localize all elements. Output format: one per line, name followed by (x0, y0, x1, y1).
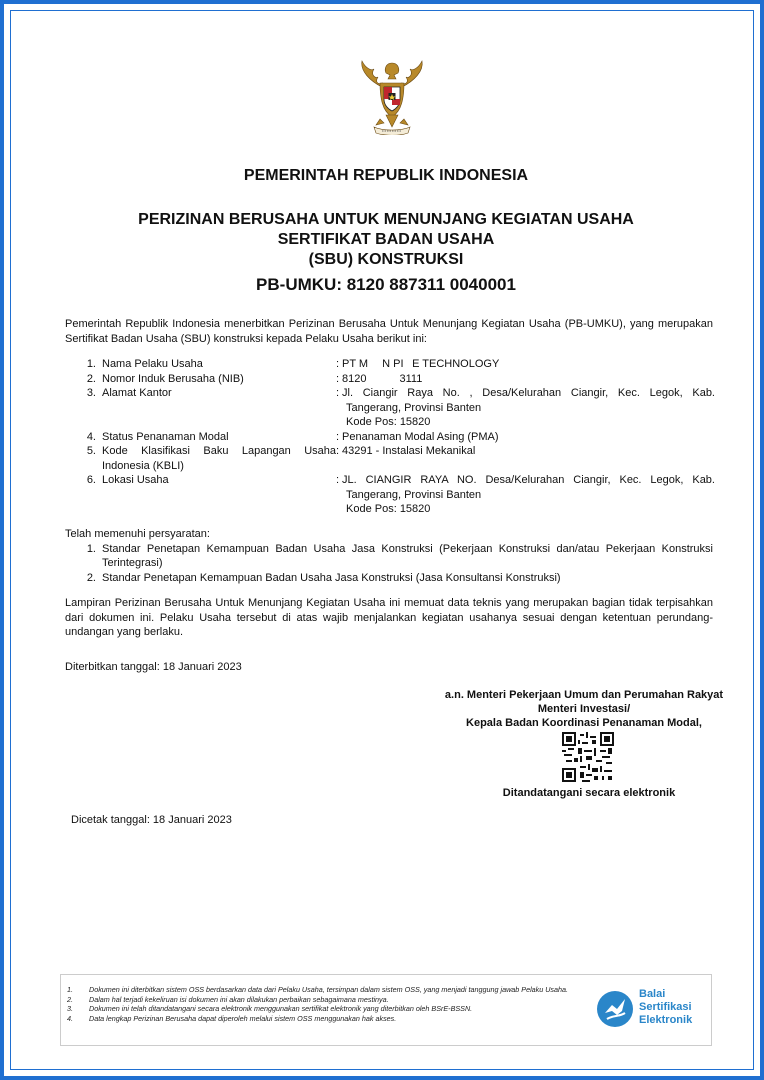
note-text: Dokumen ini telah ditandatangani secara elektronik menggunakan sertifikat elektronik yang diterbitkan oleh BSrE-BSSN. (89, 1004, 473, 1014)
item-number: 1. (86, 358, 96, 370)
list-item (65, 542, 713, 571)
issued-date: Diterbitkan tanggal: 18 Januari 2023 (65, 661, 242, 673)
item-label: Nomor Induk Berusaha (NIB) (102, 372, 244, 385)
signature-line1: a.n. Menteri Pekerjaan Umum dan Perumahan Rakyat (444, 689, 724, 701)
note-text: Data lengkap Perizinan Berusaha dapat diperoleh melalui sistem OSS menggunakan hak akses. (89, 1013, 397, 1023)
permit-title-line2: SERTIFIKAT BADAN USAHA (277, 231, 495, 248)
item-label (102, 444, 336, 473)
bse-logo-line2: Sertifikasi (639, 1001, 692, 1013)
note-number: 2. (67, 994, 73, 1004)
list-item (65, 473, 715, 517)
list-item (65, 444, 715, 473)
qr-code-icon (562, 732, 614, 782)
note-number: 1. (67, 985, 73, 994)
item-number: 5. (86, 445, 96, 457)
item-colon: : (336, 430, 340, 443)
item-number: 2. (86, 571, 96, 584)
item-label: Status Penanaman Modal (102, 430, 229, 443)
location-line2: Tangerang, Provinsi Banten (346, 488, 482, 501)
permit-title (4, 210, 764, 270)
requirement-text: Standar Penetapan Kemampuan Badan Usaha Jasa Konstruksi (Jasa Konsultansi Konstruksi) (102, 571, 561, 584)
item-label: Alamat Kantor (102, 387, 172, 399)
note-number: 4. (67, 1013, 73, 1023)
list-item (67, 995, 587, 1005)
item-number: 2. (86, 372, 96, 385)
item-label: Lokasi Usaha (102, 474, 169, 486)
list-item (65, 386, 715, 430)
signature-line3: Kepala Badan Koordinasi Penanaman Modal, (466, 717, 702, 729)
item-colon: : (336, 387, 340, 399)
item-value: 43291 - Instalasi Mekanikal (342, 445, 476, 457)
bse-logo-line3: Elektronik (639, 1014, 693, 1026)
government-heading: PEMERINTAH REPUBLIK INDONESIA (243, 167, 529, 184)
list-item (65, 571, 713, 586)
item-colon: : (336, 358, 340, 370)
list-item (65, 430, 715, 445)
requirement-text: Standar Penetapan Kemampuan Badan Usaha Jasa Konstruksi (Pekerjaan Konstruksi dan/atau Pekerjaan Konstruksi Terintegrasi) (102, 542, 713, 569)
item-label: Nama Pelaku Usaha (102, 358, 203, 370)
permit-title-line3: (SBU) KONSTRUKSI (308, 251, 464, 268)
list-item (65, 357, 715, 372)
signature-block (424, 688, 744, 730)
footer-notes (67, 985, 587, 1023)
list-item (67, 985, 587, 995)
list-item (65, 372, 715, 387)
address-line2: Tangerang, Provinsi Banten (346, 401, 482, 414)
kbli-label-line2: Indonesia (KBLI) (102, 459, 184, 472)
location-postal-code: Kode Pos: 15820 (346, 503, 431, 515)
item-number: 3. (86, 387, 96, 399)
note-text: Dalam hal terjadi kekeliruan isi dokumen ini akan dilakukan perbaikan sebagaimana mestinya. (89, 994, 389, 1004)
note-number: 3. (67, 1004, 73, 1014)
footer-notes-box (60, 974, 712, 1046)
item-number: 4. (86, 430, 96, 443)
address-postal-code: Kode Pos: 15820 (346, 416, 431, 428)
item-value (342, 386, 715, 430)
bse-logo-text (639, 988, 692, 1027)
item-colon: : (336, 445, 340, 457)
business-details-list (65, 357, 715, 517)
bse-logo (593, 985, 709, 1037)
item-value: PT M N PI E TECHNOLOGY (342, 358, 500, 370)
garuda-emblem-icon (352, 57, 432, 135)
item-number: 6. (86, 474, 96, 486)
attachment-paragraph: Lampiran Perizinan Berusaha Untuk Menunjang Kegiatan Usaha ini memuat data teknis yang merupakan bagian tidak terpisahkan dari dokumen ini. Pelaku Usaha tersebut di atas wajib menjalankan kegiatan usahanya sesuai dengan ketentuan perundang-undangan yang berlaku. (65, 597, 713, 638)
electronic-signature-label: Ditandatangani secara elektronik (502, 787, 676, 799)
list-item (67, 1014, 587, 1024)
intro-paragraph: Pemerintah Republik Indonesia menerbitkan Perizinan Berusaha Untuk Menunjang Kegiatan Usaha (PB-UMKU), yang merupakan Sertifikat Badan Usaha (SBU) konstruksi kepada Pelaku Usaha berikut ini: (65, 318, 713, 345)
requirements-section (65, 527, 713, 585)
item-value (342, 473, 715, 517)
location-line1: JL. CIANGIR RAYA NO. Desa/Kelurahan Ciangir, Kec. Legok, Kab. (342, 474, 715, 486)
address-line1: Jl. Ciangir Raya No. , Desa/Kelurahan Ciangir, Kec. Legok, Kab. (342, 387, 715, 399)
printed-date: Dicetak tanggal: 18 Januari 2023 (71, 814, 232, 826)
item-colon: : (336, 474, 340, 486)
list-item (67, 1004, 587, 1014)
item-value: Penanaman Modal Asing (PMA) (342, 430, 499, 443)
note-text: Dokumen ini diterbitkan sistem OSS berdasarkan data dari Pelaku Usaha, tersimpan dalam sistem OSS, yang menjadi tanggung jawab Pelaku Usaha. (89, 985, 569, 994)
bse-logo-line1: Balai (639, 988, 666, 1000)
item-value: 8120 3111 (342, 372, 423, 385)
permit-title-line1: PERIZINAN BERUSAHA UNTUK MENUNJANG KEGIATAN USAHA (138, 211, 634, 228)
certificate-number: PB-UMKU: 8120 887311 0040001 (256, 275, 516, 294)
item-colon: : (336, 372, 340, 385)
requirements-heading: Telah memenuhi persyaratan: (65, 528, 210, 540)
kbli-label-line1: Kode Klasifikasi Baku Lapangan Usaha (102, 445, 336, 457)
signature-line2: Menteri Investasi/ (537, 703, 631, 715)
item-number: 1. (86, 542, 96, 555)
bse-logo-icon (595, 989, 635, 1029)
